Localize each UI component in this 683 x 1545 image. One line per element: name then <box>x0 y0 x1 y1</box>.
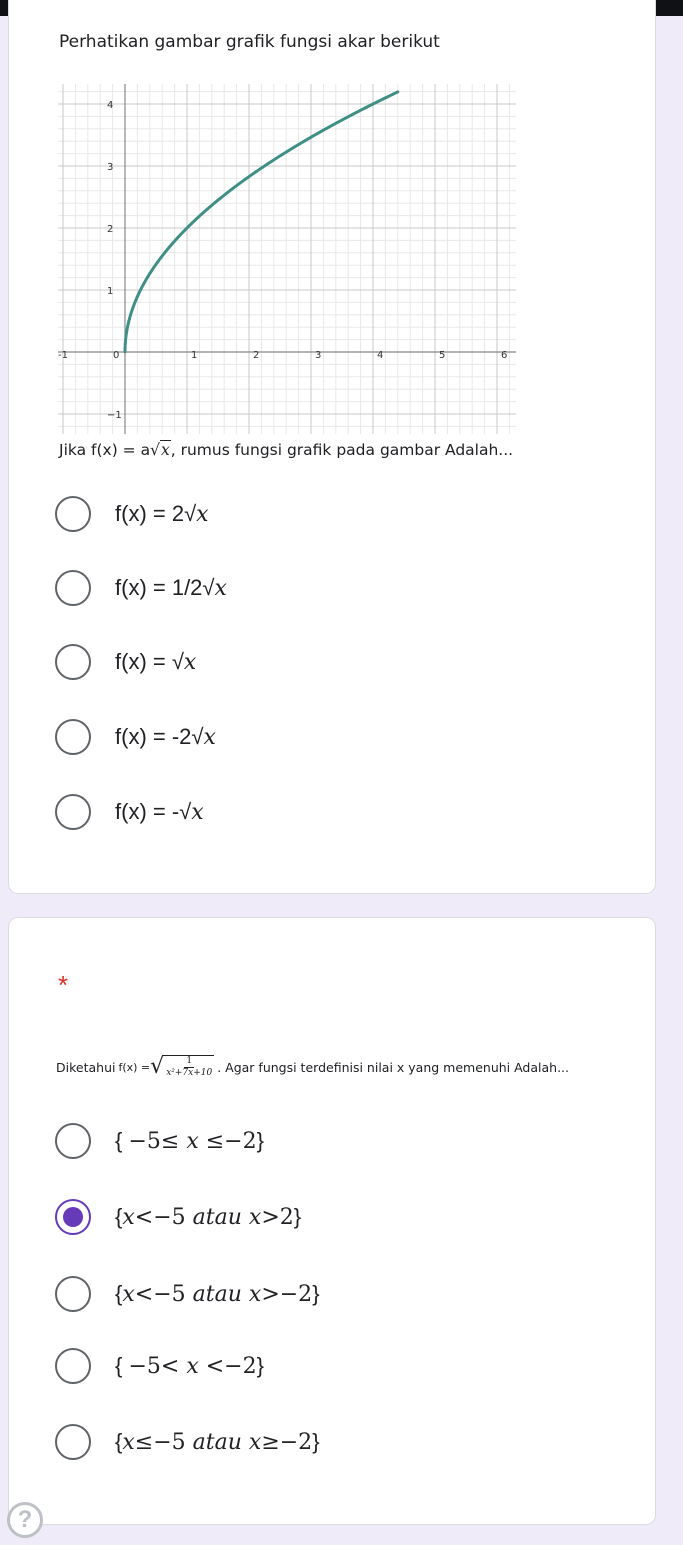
y-tick-label: −1 <box>107 410 122 421</box>
option-part: ≤−5 <box>134 1430 193 1455</box>
brace-open: { <box>115 1128 129 1153</box>
help-icon[interactable]: ? <box>7 1502 43 1538</box>
option-label <box>115 799 204 825</box>
option-formula: f(x) = -2√ <box>115 724 204 749</box>
option-part: atau <box>192 1430 249 1455</box>
question-2-option-2[interactable] <box>55 1198 615 1236</box>
option-part: −5≤ <box>128 1129 187 1154</box>
option-part: x <box>186 1129 199 1154</box>
option-variable: x <box>203 725 216 750</box>
question-1-option-3[interactable] <box>55 643 615 681</box>
brace-open: { <box>115 1281 123 1306</box>
option-variable: x <box>191 800 204 825</box>
option-part: atau <box>192 1205 249 1230</box>
question-2-text-prefix: Diketahui <box>56 1059 116 1075</box>
x-tick-label: 5 <box>439 350 446 361</box>
option-part: <−5 <box>134 1205 193 1230</box>
radio-button[interactable] <box>55 496 91 532</box>
option-part: <−2 <box>198 1354 257 1379</box>
option-label <box>115 1429 320 1455</box>
option-label <box>115 1204 301 1230</box>
question-2-sqrt <box>150 1055 214 1079</box>
fraction-numerator: 1 <box>186 1056 193 1066</box>
x-tick-label: 6 <box>501 350 508 361</box>
option-part: <−5 <box>134 1282 193 1307</box>
radio-button[interactable] <box>55 1276 91 1312</box>
option-part: x <box>248 1430 262 1455</box>
option-formula: f(x) = √ <box>115 649 184 674</box>
question-2-option-1[interactable] <box>55 1122 615 1160</box>
option-part: atau <box>192 1282 249 1307</box>
question-1-text-suffix: , rumus fungsi grafik pada gambar Adalah... <box>170 441 514 459</box>
radio-button[interactable] <box>55 644 91 680</box>
y-tick-label: 3 <box>107 162 114 173</box>
option-formula: f(x) = 1/2√ <box>115 575 215 600</box>
option-part: −5< <box>128 1354 187 1379</box>
option-variable: x <box>183 650 197 675</box>
question-1-option-1[interactable] <box>55 495 615 533</box>
question-1-option-5[interactable] <box>55 793 615 831</box>
option-formula: f(x) = 2√ <box>115 501 197 526</box>
option-part: >−2 <box>261 1282 313 1307</box>
brace-close: } <box>256 1353 264 1378</box>
question-1-formula-var: x <box>160 441 170 459</box>
question-1-option-2[interactable] <box>55 569 615 607</box>
question-1-title: Perhatikan gambar grafik fungsi akar berikut <box>59 32 440 52</box>
option-part: x <box>248 1282 262 1307</box>
y-tick-label: 1 <box>107 286 114 297</box>
option-label <box>115 1128 264 1154</box>
option-part: x <box>122 1282 135 1307</box>
question-2-formula: f(x) = <box>118 1060 151 1074</box>
required-marker: * <box>58 970 69 1000</box>
option-label <box>115 1353 264 1379</box>
x-tick-label: -1 <box>58 350 68 361</box>
brace-close: } <box>293 1204 302 1229</box>
brace-open: { <box>115 1353 129 1378</box>
radio-dot <box>63 1207 83 1227</box>
question-2-text-suffix: . Agar fungsi terdefinisi nilai x yang memenuhi Adalah... <box>217 1059 570 1075</box>
option-label <box>115 575 227 601</box>
sqrt-sign: √ <box>150 441 160 459</box>
radio-button[interactable] <box>55 1424 91 1460</box>
option-label <box>115 1281 320 1307</box>
radio-button[interactable] <box>55 719 91 755</box>
radio-button[interactable] <box>55 570 91 606</box>
x-tick-label: 2 <box>253 350 260 361</box>
radio-button[interactable] <box>55 1348 91 1384</box>
x-tick-label: 1 <box>191 350 198 361</box>
option-part: >2 <box>261 1205 294 1230</box>
question-2-fraction <box>164 1055 214 1079</box>
brace-close: } <box>256 1128 264 1153</box>
brace-open: { <box>115 1429 123 1454</box>
brace-open: { <box>115 1204 123 1229</box>
fraction-denominator: x²+7x+10 <box>166 1068 213 1078</box>
brace-close: } <box>312 1429 320 1454</box>
question-1-formula: f(x) = a <box>91 441 151 459</box>
brace-close: } <box>312 1281 320 1306</box>
question-1-text <box>59 441 513 459</box>
question-1-text-prefix: Jika <box>59 441 92 459</box>
x-tick-label: 0 <box>113 350 120 361</box>
sqrt-sign: √ <box>150 1054 165 1079</box>
option-part: ≥−2 <box>261 1430 313 1455</box>
option-part: x <box>122 1430 135 1455</box>
root-function-graph <box>58 84 516 434</box>
x-tick-label: 4 <box>377 350 384 361</box>
question-2-option-5[interactable] <box>55 1423 615 1461</box>
option-variable: x <box>214 576 227 601</box>
y-tick-label: 2 <box>107 224 114 235</box>
option-part: x <box>122 1205 135 1230</box>
option-label <box>115 501 209 527</box>
radio-button[interactable] <box>55 794 91 830</box>
option-part: x <box>248 1205 262 1230</box>
x-tick-label: 3 <box>315 350 322 361</box>
y-tick-label: 4 <box>107 100 114 111</box>
radio-button[interactable] <box>55 1199 91 1235</box>
question-2-option-4[interactable] <box>55 1347 615 1385</box>
option-label <box>115 724 216 750</box>
question-2-text <box>56 1055 569 1079</box>
option-label <box>115 649 196 675</box>
radio-button[interactable] <box>55 1123 91 1159</box>
option-variable: x <box>196 502 209 527</box>
option-part: ≤−2 <box>198 1129 257 1154</box>
question-2-option-3[interactable] <box>55 1275 615 1313</box>
option-formula: f(x) = -√ <box>115 799 192 824</box>
option-part: x <box>186 1354 199 1379</box>
question-1-option-4[interactable] <box>55 718 615 756</box>
